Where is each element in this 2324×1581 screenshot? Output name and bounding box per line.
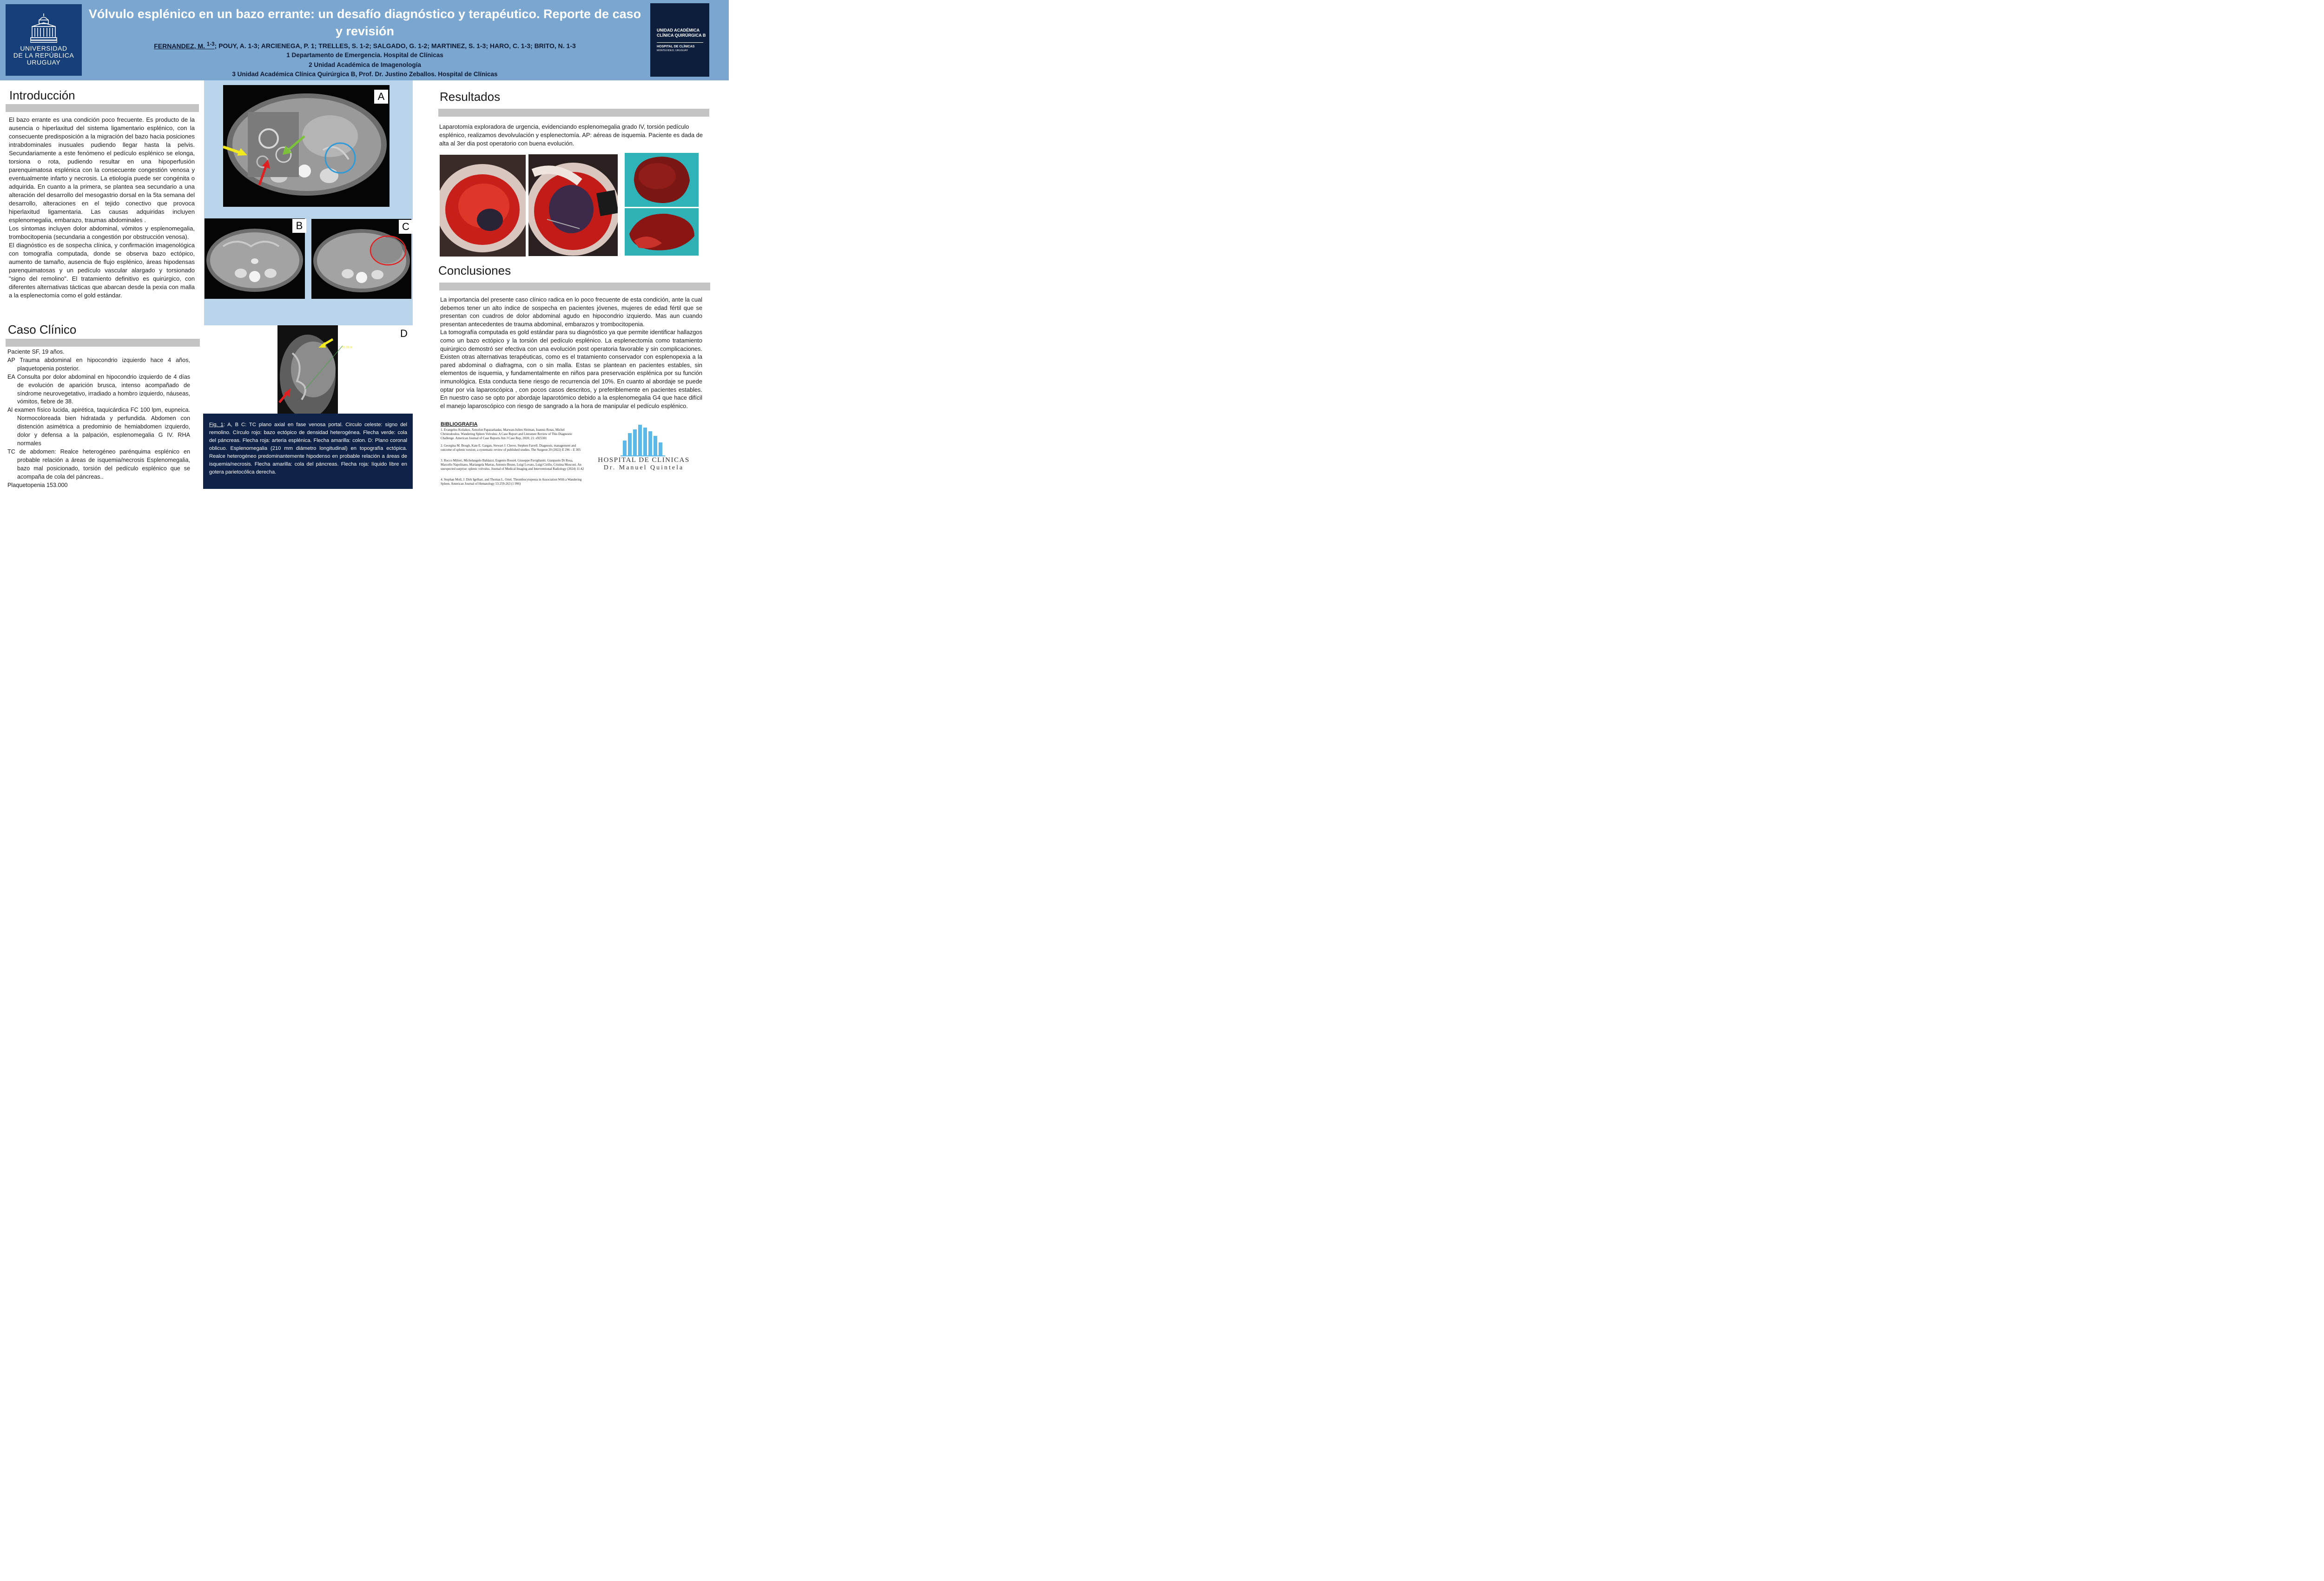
measurement-label: 21.53 ⊘ bbox=[342, 346, 352, 349]
caso-clinico-divider bbox=[6, 339, 200, 347]
right-logo-line1: UNIDAD ACADÉMICA bbox=[657, 28, 700, 33]
authors-line bbox=[86, 41, 644, 50]
conclusiones-divider bbox=[439, 283, 710, 290]
panel-label-b: B bbox=[292, 219, 306, 233]
figure-caption-text: : A, B C: TC plano axial en fase venosa portal. Circulo celeste: signo del remolino. Círculo rojo: bazo ectópico de densidad heterogénea. Flecha verde: cola del páncreas. Flecha roja: arteria esplénica. Flecha amarilla: colon. D: Plano coronal oblicuo. Esplenomegalia (210 mm diámetro longitudinal) en topografía ectópica. Realce heterogéneo predominantemente hipodenso en probable relación a áreas de isquemia/necrosis. Flecha amarilla: cola del páncreas. Flecha roja: líquido libre en gotera parietocólica derecha. bbox=[209, 422, 407, 475]
caso-clinico-text bbox=[7, 348, 190, 489]
conclusiones-title: Conclusiones bbox=[438, 264, 511, 277]
bibliografia-title: BIBLIOGRAFIA bbox=[441, 422, 478, 427]
caso-line: EA Consulta por dolor abdominal en hipocondrio izquierdo de 4 días de evolución de aparición brusca, intenso acompañado de síndrome neurovegetativo, irradiado a hombro izquierdo, náuseas, vómitos, fiebre de 38. bbox=[7, 373, 190, 405]
ct-image-c bbox=[311, 219, 411, 299]
introduccion-title: Introducción bbox=[9, 88, 75, 102]
panel-label-c: C bbox=[399, 220, 413, 234]
right-logo-divider bbox=[657, 42, 703, 43]
conclusiones-text bbox=[440, 296, 702, 410]
conclusiones-paragraph: La tomografía computada es gold estándar para su diagnóstico ya que permite identificar hallazgos como un bazo ectópico y la torsión del pedículo esplénico. La esplenectomía como tratamiento quirúrgico demostró ser efectiva con una evolución post operatoria favorable y sin complicaciones. Existen otras alternativas terapéuticas, como es el tratamiento conservador con esplenopexia a la pared abdominal o diafragma, con o sin malla. Estas se plantean en pacientes estables, sin elementos de isquemia, y fundamentalmente en niños para preservación esplénica por su función inmunológica. Esta conducta tiene riesgo de recurrencia del 10%. En cuanto al abordaje se puede optar por vía laparoscópica , con pocos casos descritos, y preferiblemente en pacientes estables. En nuestro caso se opto por abordaje laparotómico debido a la esplenomegalia G4 que hace difícil el manejo laparoscópico con riesgo de sangrado a la hora de manipular el pedículo esplénico. bbox=[440, 329, 702, 409]
resultados-title: Resultados bbox=[440, 90, 501, 104]
reference-item: 2. Georgina M. Bough, Kate E. Gargan, Stewart J. Cleeve, Stephen Farrell. Diagnosis, management and outcome of splenic torsion; a systematic review of published studies. The Surgeon 20 (2022) E 296 – E 305 bbox=[441, 444, 581, 452]
other-authors: ; POUY, A. 1-3; ARCIENEGA, P. 1; TRELLES, S. 1-2; SALGADO, G. 1-2; MARTINEZ, S. 1-3; HARO, C. 1-3; BRITO, N. 1-3 bbox=[214, 42, 576, 50]
clinica-quirurgica-logo bbox=[650, 3, 709, 77]
reference-item: 1. Evangelos Koliakos, Xenofon Papazarkadas, Marwan-Julien Sleiman, Ioannis Rotas, Michel Christodoulou. Wandering Spleen Volvulus: A Case Report and Literature Review of This Diagnostic Challenge. American Journal of Case Reports Am J Case Rep, 2020; 21: e925301 bbox=[441, 428, 573, 440]
resultados-divider bbox=[438, 109, 709, 117]
first-author: FERNANDEZ, M. $^{1-3}$ bbox=[154, 41, 215, 50]
figure-caption bbox=[203, 414, 413, 489]
reference-item: 4. Stephan Moll, J. Dirk Igelhart, and Thomas L. Ortel. Thrombocytopenia in Association With a Wandering Spleen. American Journal of Hematology 53:259-263 (1 996) bbox=[441, 478, 582, 486]
caso-line: Plaquetopenia 153.000 bbox=[7, 481, 68, 488]
panel-label-a: A bbox=[374, 90, 388, 104]
right-logo-line3: HOSPITAL DE CLÍNICAS bbox=[657, 45, 695, 48]
reference-item: 3. Rocco Milieri, Michelangelo Baldazzi, Eugenio Rossi4, Giuseppe Paviglianiti. Gianpaolo Di Rosa, Marcello Napolitano, Mariangela Marras, Antonio Bruno, Luigi Lovato, Luigi Cirillo, Cristina Mosconi. An unexpected surprise: splenic volvulus. Journal of Medical Imaging and Interventional Radiology (2024) 11:42 bbox=[441, 459, 584, 471]
caso-line: TC de abdomen: Realce heterogéneo parénquima esplénico en probable relación a áreas de isquemia/necrosis Esplenomegalia, bazo mal posicionado, torsión del pedículo esplénico que se acompaña de cola del páncreas.. bbox=[7, 448, 190, 480]
specimen-photo-2 bbox=[625, 208, 699, 256]
udelar-line2: DE LA REPÚBLICA bbox=[13, 52, 74, 59]
right-logo-line2: CLÍNICA QUIRÚRGICA B bbox=[657, 33, 706, 38]
introduccion-paragraph: Los síntomas incluyen dolor abdominal, vómitos y esplenomegalia, trombocitopenia (secundaria a congestión por obstrucción venosa). bbox=[9, 225, 195, 240]
poster-header bbox=[0, 0, 729, 80]
ct-image-d bbox=[204, 325, 413, 414]
hospital-logo-subtitle: Dr. Manuel Quintela bbox=[603, 464, 684, 471]
caso-line: Al examen físico lucida, apirética, taquicárdica FC 100 lpm, eupneica. Normocoloreada bien hidratada y perfundida. Abdomen con distención asimétrica a predominio de hemiabdomen izquierdo, dolor y defensa a la palpación, esplenomegalia G IV. RHA normales bbox=[7, 407, 190, 447]
ct-image-a bbox=[223, 85, 390, 207]
introduccion-paragraph: El bazo errante es una condición poco frecuente. Es producto de la ausencia o hiperlaxitud del sistema ligamentario esplénico, con la consecuente predisposición a la migración del bazo hacia posiciones intrabdominales inusuales pudiendo llegar hasta la pelvis. Secundariamente a este fenómeno el pedículo esplénico se elonga, torsiona o rota, pudiendo resultar en una hipoperfusión parenquimatosa esplénica con la consecuente congestión venosa y eventualmente infarto y necrosis. La etiología puede ser congénita o adquirida. En cuanto a la primera, se plantea sea secundario a una alteración del desarrollo del mesogastrio dorsal en la 5ta semana del desarrollo, alteraciones en el tejido conectivo que provoca hiperlaxitud ligamentaria. Las causas adquiridas incluyen esplenomegalia, embarazo, traumas abdominales . bbox=[9, 116, 195, 224]
ct-image-b bbox=[205, 218, 305, 299]
hospital-logo-name: HOSPITAL DE CLINICAS bbox=[598, 456, 690, 464]
surgical-photo-1 bbox=[440, 155, 526, 257]
introduccion-paragraph: El diagnóstico es de sospecha clínica, y confirmación imagenológica con tomografía computada, donde se observa bazo ectópico, aumento de tamaño, ausencia de flujo esplénico, áreas hipodensas parenquimatosas y un pedículo vascular alargado y torsionado "signo del remolino". El tratamiento definitivo es quirúrgico, con diferentes alternativas tácticas que abarcan desde la pexia con malla a la esplenectomía como el gold estándar. bbox=[9, 242, 195, 299]
introduccion-divider bbox=[6, 104, 199, 112]
introduccion-text bbox=[9, 116, 195, 300]
right-logo-line4: MONTEVIDEO, URUGUAY bbox=[657, 49, 688, 52]
affiliation-2: 2 Unidad Académica de Imagenología bbox=[309, 61, 421, 68]
udelar-line1: UNIVERSIDAD bbox=[20, 45, 67, 52]
panel-label-d: D bbox=[397, 327, 411, 341]
udelar-line3: URUGUAY bbox=[26, 59, 61, 66]
specimen-photo-1 bbox=[625, 153, 699, 207]
resultados-text: Laparotomía exploradora de urgencia, evidenciando esplenomegalia grado IV, torsión pedículo esplénico, realizamos devolvulación y esplenectomía. AP: aéreas de isquemia. Paciente es dada de alta al 3er dia post operatorio con buena evolución. bbox=[439, 123, 703, 147]
affiliation-1: 1 Departamento de Emergencia. Hospital de Clínicas bbox=[286, 52, 443, 59]
figure-caption-label: Fig. 1 bbox=[209, 422, 224, 428]
conclusiones-paragraph: La importancia del presente caso clínico radica en lo poco frecuente de esta condición, ante la cual debemos tener un alto índice de sospecha en pacientes jóvenes, mujeres de edad fértil que se presentan con cuadros de dolor abdominal agudo en hipocondrio izquierdo. Mas aun cuando presentan antecedentes de trauma abdominal, embarazos y trombocitopenia. bbox=[440, 296, 702, 328]
udelar-logo bbox=[6, 4, 82, 76]
caso-line: AP Trauma abdominal en hipocondrio izquierdo hace 4 años, plaquetopenia posterior. bbox=[7, 356, 190, 372]
surgical-photo-2 bbox=[528, 154, 618, 256]
affiliation-3: 3 Unidad Académica Clínica Quirúrgica B, Prof. Dr. Justino Zeballos. Hospital de Clínicas bbox=[232, 71, 498, 78]
caso-line: Paciente SF, 19 años. bbox=[7, 349, 65, 355]
caso-clinico-title: Caso Clínico bbox=[8, 323, 77, 336]
poster-title: Vólvulo esplénico en un bazo errante: un desafío diagnóstico y terapéutico. Reporte de caso y revisión bbox=[88, 7, 641, 38]
university-building-icon bbox=[30, 13, 57, 43]
